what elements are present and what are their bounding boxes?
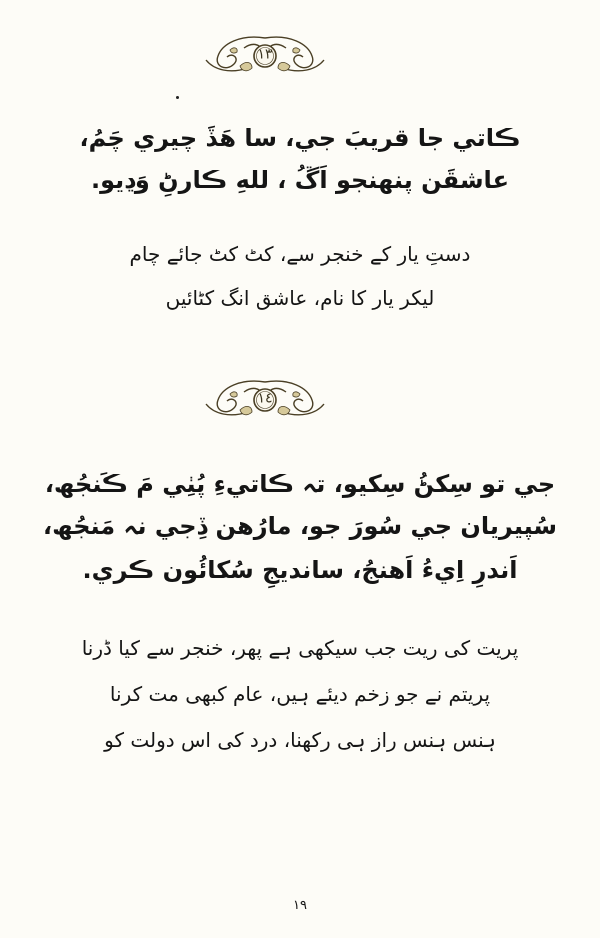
sindhi-verse-line: جي تو سِکڻُ سِکيو، تہ ڪاتيءِ پُٺِي مَ ڪَنجُھ، <box>44 470 556 498</box>
urdu-verse-line: ہنس ہنس راز ہی رکھنا، درد کی اس دولت کو <box>104 728 496 752</box>
section-number: ١٣ <box>257 46 273 63</box>
urdu-verse-line: دستِ یار کے خنجر سے، کٹ کٹ جائے چام <box>129 242 471 266</box>
sindhi-verse-line: اَندرِ اِيءُ اَھنجُ، سانديجِ سُکائُون ڪري. <box>82 556 518 584</box>
urdu-verse-line: پریت کی ریت جب سیکھی ہے پھر، خنجر سے کیا ڈرنا <box>81 636 519 660</box>
urdu-verse-line: لیکر یار کا نام، عاشق انگ کٹائیں <box>165 286 435 310</box>
sindhi-verse-line: عاشقَن پنهنجو اَڱُ ، للهِ ڪارڻِ وَڍيو. <box>91 166 509 194</box>
section-ornament <box>200 30 330 80</box>
ink-dot <box>176 96 179 99</box>
page-number: ١٩ <box>293 898 307 913</box>
sindhi-verse-line: ڪاتي جا قريبَ جي، سا هَڏَ چيري چَمُ، <box>79 124 521 152</box>
sindhi-verse-line: سُپيريان جي سُورَ جو، مارُھن ڏِجي نہ مَنجُھ، <box>42 512 558 540</box>
urdu-verse-line: پریتم نے جو زخم دیئے ہیں، عام کبھی مت کرنا <box>109 682 491 706</box>
section-ornament <box>200 374 330 424</box>
section-number: ١٤ <box>257 390 273 407</box>
